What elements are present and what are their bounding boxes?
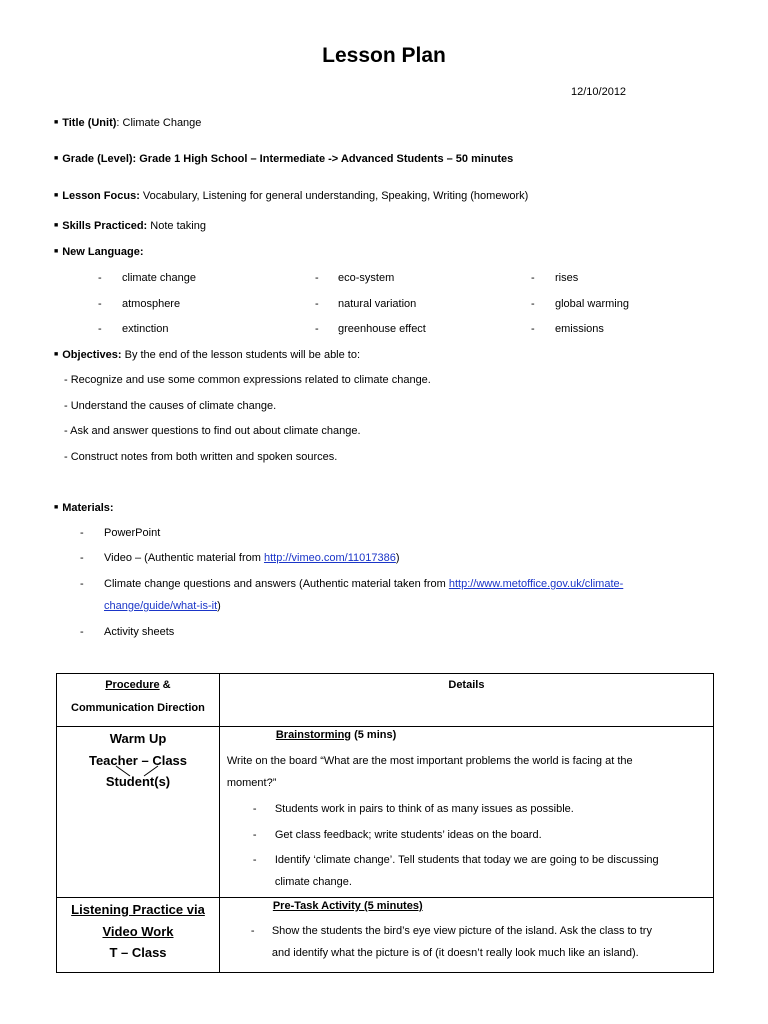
dash: - — [80, 552, 84, 564]
qa-suffix: ) — [217, 600, 221, 612]
title-unit-line — [54, 117, 201, 129]
dash: - — [80, 527, 84, 539]
dash: - — [98, 298, 102, 310]
video-prefix: Video – (Authentic material from — [104, 552, 264, 564]
dash: - — [250, 925, 255, 937]
details-cell-listening — [219, 898, 713, 973]
square-bullet-icon: ■ — [54, 504, 59, 511]
brainstorming-title: Brainstorming — [275, 729, 352, 741]
vocab-word: climate change — [122, 272, 196, 284]
material-qa-cont — [104, 600, 221, 612]
vocab-word: natural variation — [338, 298, 417, 310]
direction-teacher-class: Teacher – Class — [88, 753, 188, 768]
square-bullet-icon: ■ — [54, 155, 59, 162]
header-amp: & — [159, 679, 171, 691]
dash: - — [98, 272, 102, 284]
dash: - — [531, 298, 535, 310]
details-cell-warmup — [219, 727, 713, 898]
metoffice-link[interactable]: http://www.metoffice.gov.uk/climate- — [448, 578, 624, 590]
qa-prefix: Climate change questions and answers (Authentic material taken from — [104, 578, 449, 590]
direction-t-class: T – Class — [109, 945, 167, 960]
grade-line — [54, 153, 513, 165]
header-details: Details — [448, 679, 485, 691]
skills-label: Skills Practiced: — [62, 220, 148, 232]
grade-text: Grade (Level): Grade 1 High School – Intermediate -> Advanced Students – 50 minutes — [62, 153, 514, 165]
dash: - — [252, 829, 257, 841]
table-row — [57, 727, 714, 898]
warmup-step: Identify ‘climate change’. Tell students that today we are going to be discussing — [274, 854, 659, 866]
new-language-label: New Language: — [62, 246, 144, 258]
material-powerpoint: PowerPoint — [104, 527, 161, 539]
pretask-step-cont: and identify what the picture is of (it doesn’t really look much like an island). — [271, 947, 639, 959]
vocab-word: extinction — [122, 323, 169, 335]
page-title: Lesson Plan — [322, 44, 446, 67]
interaction-arrows-icon — [112, 764, 164, 778]
objective-item: - Understand the causes of climate change. — [64, 400, 277, 412]
square-bullet-icon: ■ — [54, 351, 59, 358]
stage-warm-up: Warm Up — [109, 731, 167, 746]
dash: - — [80, 626, 84, 638]
header-communication: Communication Direction — [71, 702, 205, 714]
video-suffix: ) — [395, 552, 400, 564]
header-details-cell — [219, 674, 713, 727]
focus-label: Lesson Focus: — [62, 190, 140, 202]
dash: - — [252, 854, 257, 866]
header-procedure — [57, 679, 219, 691]
objective-item: - Recognize and use some common expressions related to climate change. — [64, 374, 431, 386]
material-activity-sheets: Activity sheets — [104, 626, 175, 638]
focus-value: Vocabulary, Listening for general understanding, Speaking, Writing (homework) — [139, 190, 529, 202]
table-row — [57, 898, 714, 973]
materials-label: Materials: — [62, 502, 114, 514]
warmup-intro-cont: moment?” — [226, 777, 277, 789]
materials-line — [54, 502, 114, 514]
objectives-intro: By the end of the lesson students will be able to: — [121, 349, 361, 361]
table-header-row — [57, 674, 714, 727]
direction-students: Student(s) — [105, 774, 171, 789]
dash: - — [315, 272, 319, 284]
warmup-step: Get class feedback; write students’ ideas on the board. — [274, 829, 542, 841]
title-unit-label: Title (Unit) — [62, 117, 117, 129]
objectives-line — [54, 349, 360, 361]
objective-item: - Construct notes from both written and spoken sources. — [64, 451, 338, 463]
dash: - — [98, 323, 102, 335]
warmup-step-cont: climate change. — [274, 876, 352, 888]
pretask-step: Show the students the bird’s eye view picture of the island. Ask the class to try — [271, 925, 652, 937]
square-bullet-icon: ■ — [54, 222, 59, 229]
header-procedure-cell — [57, 674, 220, 727]
vocab-word: atmosphere — [122, 298, 181, 310]
metoffice-link-cont[interactable]: change/guide/what-is-it — [104, 600, 218, 612]
stage-video-work: Video Work — [102, 924, 174, 939]
vocab-word: global warming — [555, 298, 629, 310]
focus-line — [54, 190, 528, 202]
vimeo-link[interactable]: http://vimeo.com/11017386 — [263, 552, 396, 564]
brainstorming-time: (5 mins) — [351, 729, 397, 741]
square-bullet-icon: ■ — [54, 192, 59, 199]
vocab-word: rises — [555, 272, 579, 284]
stage-listening: Listening Practice via — [71, 902, 205, 917]
warmup-intro: Write on the board “What are the most important problems the world is facing at the — [226, 755, 633, 767]
pretask-title: Pre-Task Activity (5 minutes) — [272, 900, 423, 912]
procedure-table — [56, 673, 714, 973]
vocab-word: greenhouse effect — [338, 323, 426, 335]
material-video — [104, 552, 400, 564]
dash: - — [315, 323, 319, 335]
stage-cell-listening — [57, 898, 220, 973]
skills-value: Note taking — [147, 220, 206, 232]
warmup-step: Students work in pairs to think of as many issues as possible. — [274, 803, 574, 815]
dash: - — [531, 272, 535, 284]
objectives-label: Objectives: — [62, 349, 122, 361]
activity-title — [276, 729, 396, 741]
stage-cell-warmup — [57, 727, 220, 898]
dash: - — [80, 578, 84, 590]
square-bullet-icon: ■ — [54, 248, 59, 255]
vocab-word: eco-system — [338, 272, 395, 284]
dash: - — [252, 803, 257, 815]
skills-line — [54, 220, 206, 232]
dash: - — [531, 323, 535, 335]
dash: - — [315, 298, 319, 310]
title-unit-value: : Climate Change — [116, 117, 202, 129]
date: 12/10/2012 — [571, 86, 627, 98]
square-bullet-icon: ■ — [54, 119, 59, 126]
header-procedure-word: Procedure — [105, 679, 160, 691]
vocab-word: emissions — [555, 323, 604, 335]
material-qa — [104, 578, 623, 590]
objective-item: - Ask and answer questions to find out about climate change. — [64, 425, 361, 437]
new-language-line — [54, 246, 144, 258]
